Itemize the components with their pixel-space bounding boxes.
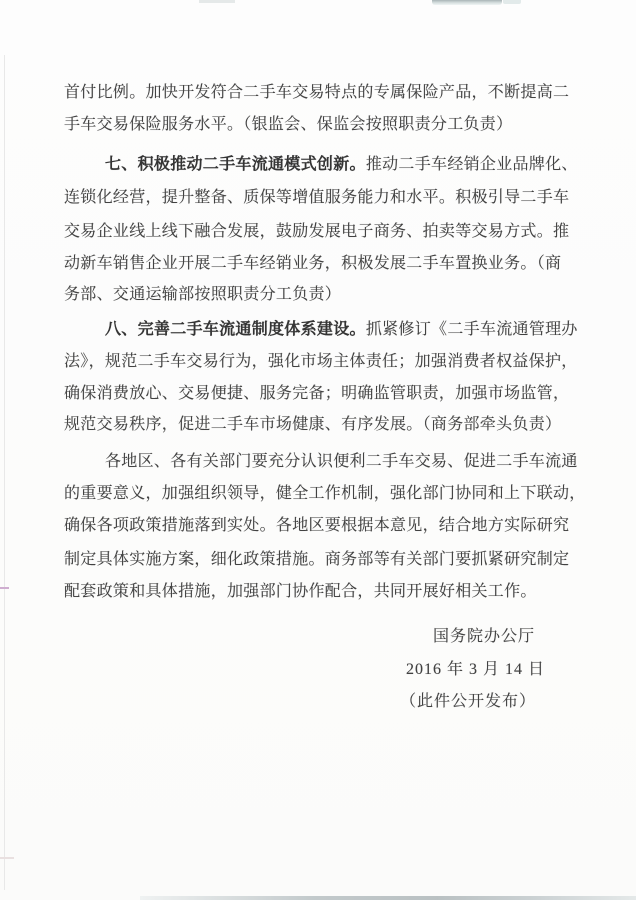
body-line: 交易企业线上线下融合发展，鼓励发展电子商务、拍卖等交易方式。推	[64, 223, 570, 240]
scan-artifact-pink-dash	[0, 587, 9, 589]
body-line-closing-paragraph: 各地区、各有关部门要充分认识便利二手车交易、促进二手车流通	[105, 453, 578, 470]
scan-artifact-bottom-left-dash	[0, 857, 14, 859]
body-line: 首付比例。加快开发符合二手车交易特点的专属保险产品，不断提高二	[64, 84, 570, 101]
scan-artifact-top-right-2	[503, 0, 521, 4]
body-line: 动新车销售企业开展二手车经销业务，积极发展二手车置换业务。（商	[64, 255, 562, 272]
body-line-section-7-heading: 七、积极推动二手车流通模式创新。推动二手车经销企业品牌化、	[105, 156, 578, 173]
body-line: 制定具体实施方案，细化政策措施。商务部等有关部门要抓紧研究制定	[64, 551, 570, 568]
signature-date: 2016 年 3 月 14 日	[405, 661, 545, 678]
scan-artifact-top-left	[199, 0, 235, 3]
body-line: 确保各项政策措施落到实处。各地区要根据本意见，结合地方实际研究	[64, 517, 570, 534]
scan-artifact-left-line	[4, 55, 5, 890]
body-line: 务部、交通运输部按照职责分工负责）	[64, 286, 342, 303]
body-line-section-8-heading: 八、完善二手车流通制度体系建设。抓紧修订《二手车流通管理办	[105, 321, 578, 338]
body-line: 法》，规范二手车交易行为，强化市场主体责任；加强消费者权益保护，	[64, 353, 578, 370]
body-line: 手车交易保险服务水平。（银监会、保监会按照职责分工负责）	[64, 116, 513, 133]
scan-artifact-bottom-band	[140, 896, 636, 900]
publication-note: （此件公开发布）	[399, 693, 536, 710]
signature-org: 国务院办公厅	[432, 628, 535, 645]
body-line: 规范交易秩序，促进二手车市场健康、有序发展。（商务部牵头负责）	[64, 416, 562, 433]
body-line: 连锁化经营，提升整备、质保等增值服务能力和水平。积极引导二手车	[64, 189, 570, 206]
body-line: 确保消费放心、交易便捷、服务完备；明确监管职责，加强市场监管，	[64, 385, 570, 402]
scan-artifact-top-right	[432, 0, 502, 5]
body-line: 的重要意义，加强组织领导，健全工作机制，强化部门协同和上下联动，	[64, 485, 586, 502]
body-line: 配套政策和具体措施，加强部门协作配合，共同开展好相关工作。	[64, 583, 537, 600]
